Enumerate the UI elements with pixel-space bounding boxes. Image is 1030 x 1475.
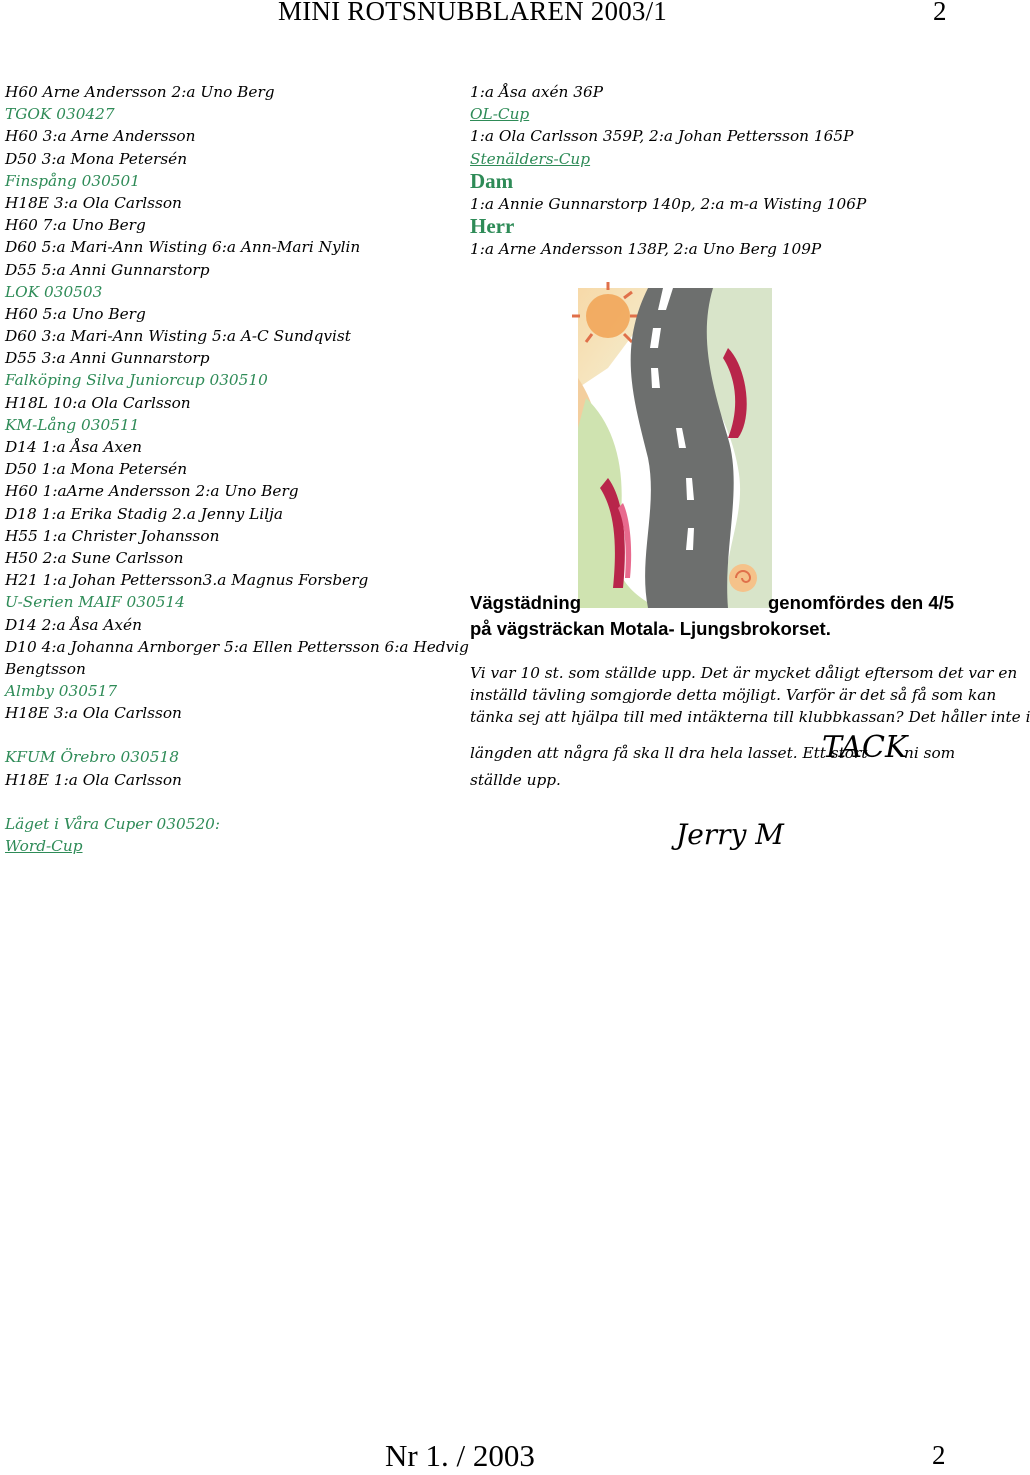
road-with-sun-clipart-icon (578, 288, 772, 608)
result-line: H18E 1:a Ola Carlsson (5, 770, 182, 789)
article-body-line-5: ställde upp. (470, 771, 561, 789)
result-line: H21 1:a Johan Pettersson3.a Magnus Forsberg (5, 571, 369, 590)
article-body-line-2: inställd tävling somgjorde detta möjligt. Varför är det så få som kan (470, 686, 997, 704)
section-title: KFUM Örebro 030518 (5, 748, 179, 767)
section-heading: Herr (470, 213, 515, 238)
result-line: H60 Arne Andersson 2:a Uno Berg (5, 83, 275, 101)
result-line: D18 1:a Erika Stadig 2.a Jenny Lilja (5, 504, 283, 523)
section-title[interactable]: Word-Cup (5, 837, 83, 855)
result-line: D60 3:a Mari-Ann Wisting 5:a A-C Sundqvist (5, 327, 351, 346)
result-line: H60 1:aArne Andersson 2:a Uno Berg (5, 482, 299, 501)
result-line: H60 5:a Uno Berg (5, 304, 146, 323)
result-line: D55 3:a Anni Gunnarstorp (5, 349, 210, 368)
left-results-column (5, 81, 469, 857)
result-line: D55 5:a Anni Gunnarstorp (5, 260, 210, 279)
cup-standing-line: 1:a Annie Gunnarstorp 140p, 2:a m-a Wisting 106P (470, 194, 867, 213)
section-title: U-Serien MAIF 030514 (5, 593, 185, 612)
cup-standing-line: 1:a Ola Carlsson 359P, 2:a Johan Pettersson 165P (470, 127, 854, 146)
result-line: H18E 3:a Ola Carlsson (5, 704, 182, 723)
result-line: H60 3:a Arne Andersson (5, 127, 196, 146)
right-cup-column (470, 81, 960, 260)
article-body-line-1: Vi var 10 st. som ställde upp. Det är mycket dåligt eftersom det var en (470, 664, 1018, 682)
result-line: D10 4:a Johanna Arnborger 5:a Ellen Pettersson 6:a Hedvig (5, 637, 469, 656)
footer-page-number: 2 (932, 1440, 946, 1470)
result-line: H60 7:a Uno Berg (5, 216, 146, 235)
cup-standing-line: 1:a Arne Andersson 138P, 2:a Uno Berg 109P (470, 239, 822, 258)
section-title: Falköping Silva Juniorcup 030510 (5, 371, 268, 390)
section-title: KM-Lång 030511 (5, 415, 140, 434)
section-title[interactable]: OL-Cup (470, 105, 530, 124)
result-line: H18L 10:a Ola Carlsson (5, 393, 191, 412)
section-title: TGOK 030427 (5, 105, 115, 124)
result-line: D60 5:a Mari-Ann Wisting 6:a Ann-Mari Nylin (5, 238, 361, 257)
result-line: Bengtsson (5, 659, 86, 678)
article-body-line-4b: ni som (904, 744, 956, 762)
cup-standing-line: 1:a Åsa axén 36P (470, 83, 604, 101)
section-title: Finspång 030501 (5, 171, 141, 190)
section-title: LOK 030503 (5, 282, 103, 301)
result-line: D14 1:a Åsa Axen (5, 438, 142, 456)
article-signature: Jerry M (676, 818, 784, 851)
spacer (5, 791, 435, 813)
article-heading-line2: på vägsträckan Motala- Ljungsbrokorset. (470, 618, 831, 639)
page-header-number: 2 (933, 0, 947, 26)
article-body-line-3: tänka sej att hjälpa till med intäkterna till klubbkassan? Det håller inte i (470, 708, 1030, 726)
result-line: H18E 3:a Ola Carlsson (5, 193, 182, 212)
article-heading-right: genomfördes den 4/5 (768, 592, 955, 613)
result-line: D14 2:a Åsa Axén (5, 615, 142, 634)
result-line: D50 1:a Mona Petersén (5, 460, 188, 479)
section-title: Almby 030517 (5, 682, 118, 701)
result-line: D50 3:a Mona Petersén (5, 149, 188, 168)
page-header-title: MINI ROTSNUBBLAREN 2003/1 (278, 0, 668, 26)
section-title[interactable]: Stenälders-Cup (470, 149, 591, 168)
article-heading-left: Vägstädning (470, 592, 582, 613)
footer-issue: Nr 1. / 2003 (385, 1438, 535, 1473)
spacer (5, 724, 435, 746)
section-heading: Dam (470, 168, 514, 193)
article-tack: TACK (822, 730, 908, 765)
result-line: H55 1:a Christer Johansson (5, 526, 220, 545)
section-title: Läget i Våra Cuper 030520: (5, 814, 221, 833)
result-line: H50 2:a Sune Carlsson (5, 548, 184, 567)
article-body-line-4: längden att några få ska ll dra hela lasset. Ett stort (470, 744, 868, 762)
